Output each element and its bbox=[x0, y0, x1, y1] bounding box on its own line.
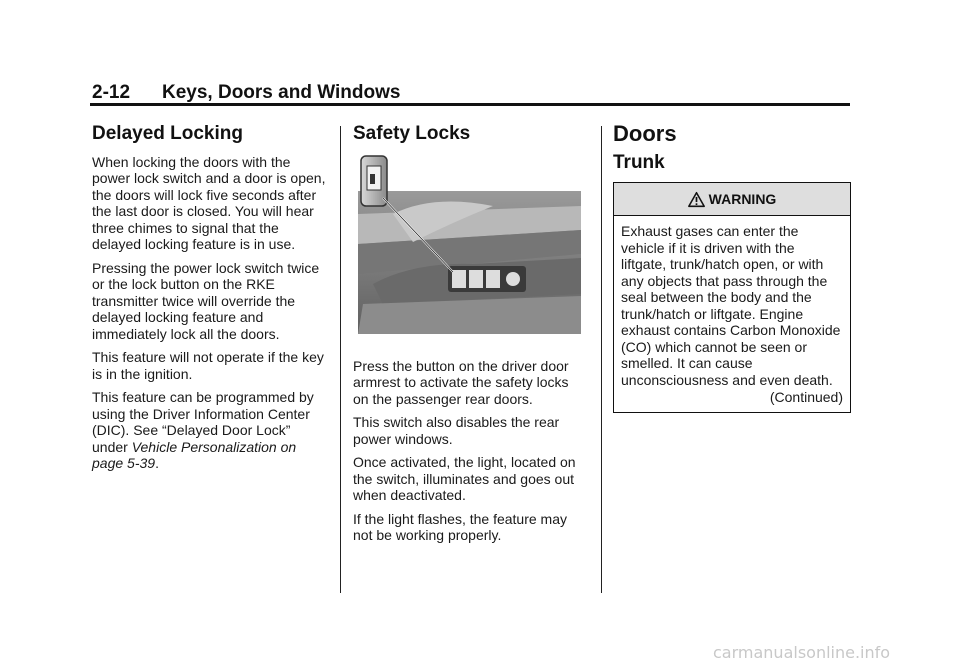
doors-heading: Doors bbox=[613, 121, 677, 146]
safety-locks-para-4: If the light flashes, the feature may not be working properly. bbox=[353, 510, 568, 543]
safety-locks-para-3: Once activated, the light, located on the switch, illuminates and goes out when deactivated. bbox=[353, 454, 576, 503]
door-armrest-drawing bbox=[353, 154, 581, 344]
warning-triangle-icon bbox=[688, 191, 705, 208]
warning-title: WARNING bbox=[708, 190, 777, 207]
delayed-locking-para-2: Pressing the power lock switch twice or the lock button on the RKE transmitter twice will override the delayed locking feature and immediately lock all the doors. bbox=[92, 259, 320, 342]
delayed-locking-para-4 bbox=[92, 389, 328, 472]
safety-locks-para-1: Press the button on the driver door armrest to activate the safety locks on the passenger rear doors. bbox=[353, 357, 569, 407]
trunk-heading: Trunk bbox=[613, 151, 665, 173]
safety-locks-para-2: This switch also disables the rear power windows. bbox=[353, 414, 560, 447]
header-rule bbox=[90, 103, 850, 106]
section-title: Keys, Doors and Windows bbox=[162, 82, 401, 103]
continued-label: (Continued) bbox=[769, 389, 843, 405]
warning-header bbox=[614, 183, 850, 216]
column-divider-2 bbox=[601, 126, 602, 593]
column-divider-1 bbox=[340, 126, 341, 593]
safety-locks-heading: Safety Locks bbox=[353, 123, 471, 144]
delayed-locking-para-3: This feature will not operate if the key is in the ignition. bbox=[92, 349, 324, 382]
delayed-locking-heading: Delayed Locking bbox=[92, 123, 243, 144]
vehicle-personalization-link[interactable]: Vehicle Personalization on page 5-39 bbox=[92, 438, 297, 471]
delayed-locking-column bbox=[92, 123, 328, 479]
warning-body bbox=[614, 216, 850, 412]
safety-locks-column bbox=[353, 123, 585, 551]
para-4-text: This feature can be programmed by using the Driver Information Center (DIC). See “Delayed Door Lock” under bbox=[92, 389, 314, 455]
page-header bbox=[92, 82, 850, 104]
watermark: carmanualsonline.info bbox=[713, 643, 891, 662]
warning-box bbox=[613, 182, 851, 413]
door-armrest-illustration bbox=[353, 154, 581, 344]
delayed-locking-para-1: When locking the doors with the power lock switch and a door is open, the doors will lock five seconds after the last door is closed. You will hear three chimes to signal that the delayed locking feature is in use. bbox=[92, 153, 326, 252]
page-number: 2-12 bbox=[92, 82, 131, 103]
doors-column bbox=[613, 121, 853, 413]
para-4-end: . bbox=[155, 455, 159, 471]
warning-text: Exhaust gases can enter the vehicle if it is driven with the liftgate, trunk/hatch open, or with any objects that pass through the seal between the body and the trunk/hatch or liftgate. Engine exhaust contains Carbon Monoxide (CO) which cannot be seen or smelled. It can cause unconsciousness and even death. bbox=[621, 223, 841, 388]
